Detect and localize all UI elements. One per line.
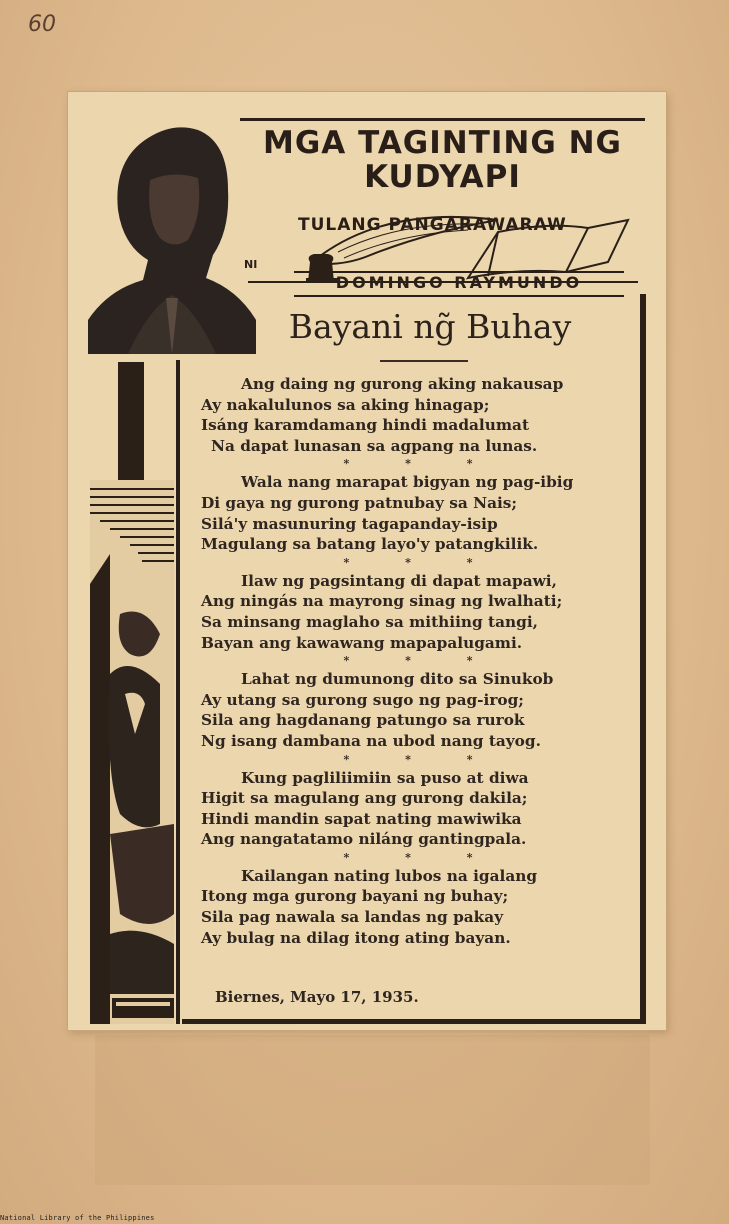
newspaper-clipping: [68, 92, 666, 1030]
stanza-separator: * * *: [343, 850, 499, 864]
stanza: [201, 571, 621, 653]
stanza: [201, 472, 621, 554]
frame-bottom-rule: [182, 1019, 646, 1024]
poem-line: Na dapat lunasan sa agpang na lunas.: [211, 436, 538, 455]
poem-line: Higit sa magulang ang gurong dakila;: [201, 789, 528, 808]
poem-line: Magulang sa batang layo'y patangkilik.: [201, 535, 539, 554]
stanza: [201, 768, 621, 850]
side-illustration: [90, 354, 174, 1024]
stanza: [201, 374, 621, 456]
author-portrait: [88, 120, 256, 354]
poem-line: Ay bulag na dilag itong ating bayan.: [201, 928, 511, 947]
masthead-subtitle: TULANG PANGARAWARAW: [298, 215, 567, 235]
stanza-separator: * * *: [343, 555, 499, 569]
masthead-title-line1: MGA TAGINTING NG: [263, 125, 622, 161]
stanza-separator: * * *: [343, 457, 499, 471]
stanza-separator: * * *: [343, 654, 499, 668]
masthead-title-line2: KUDYAPI: [364, 159, 521, 195]
poem-line: Kailangan nating lubos na igalang: [241, 866, 538, 885]
poem-line: Itong mga gurong bayani ng buhay;: [201, 887, 509, 906]
poem-line: Ang daing ng gurong aking nakausap: [241, 375, 564, 393]
library-credit: National Library of the Philippines: [0, 1214, 155, 1222]
page-number: 60: [28, 12, 56, 37]
poem-line: Di gaya ng gurong patnubay sa Nais;: [201, 493, 518, 512]
poem-line: Sila ang hagdanang patungo sa rurok: [201, 711, 525, 730]
poem-line: Ng isang dambana na ubod nang tayog.: [201, 731, 541, 750]
poem-line: Ay utang sa gurong sugo ng pag-irog;: [201, 690, 524, 709]
stanza: [201, 866, 621, 948]
poem-line: Ang ningás na mayrong sinag ng lwalhati;: [201, 592, 563, 611]
masthead: [240, 118, 645, 235]
album-page-shadow: [95, 1035, 650, 1185]
frame-right-rule: [640, 294, 646, 1024]
poem-line: Kung pagliliimiin sa puso at diwa: [241, 768, 529, 787]
poem-line: Ay nakalulunos sa aking hinagap;: [201, 395, 490, 414]
poem-line: Isáng karamdamang hindi madalumat: [201, 416, 530, 435]
dateline: Biernes, Mayo 17, 1935.: [215, 988, 419, 1006]
poem-line: Silá'y masunuring tagapanday-isip: [201, 514, 498, 533]
poem-line: Sila pag nawala sa landas ng pakay: [201, 908, 504, 927]
poem-line: Wala nang marapat bigyan ng pag-ibig: [241, 473, 574, 492]
author-byline: DOMINGO RAYMUNDO: [294, 271, 624, 297]
stanza-separator: * * *: [343, 752, 499, 766]
poem-body: [201, 374, 621, 948]
title-divider: [380, 360, 468, 362]
poem-line: Bayan ang kawawang mapapalugami.: [201, 633, 523, 652]
frame-left-rule: [176, 360, 180, 1024]
poem-line: Hindi mandin sapat nating mawiwika: [201, 809, 522, 828]
poem-title: Bayani ng̃ Buhay: [288, 307, 572, 346]
poem-line: Lahat ng dumunong dito sa Sinukob: [241, 670, 554, 689]
poem-line: Ang nangatatamo niláng gantingpala.: [201, 830, 527, 849]
byline-prefix: NI: [244, 258, 258, 271]
stanza: [201, 669, 621, 751]
poem-line: Sa minsang maglaho sa mithiing tangi,: [201, 612, 538, 631]
poem-line: Ilaw ng pagsintang di dapat mapawi,: [241, 571, 557, 590]
